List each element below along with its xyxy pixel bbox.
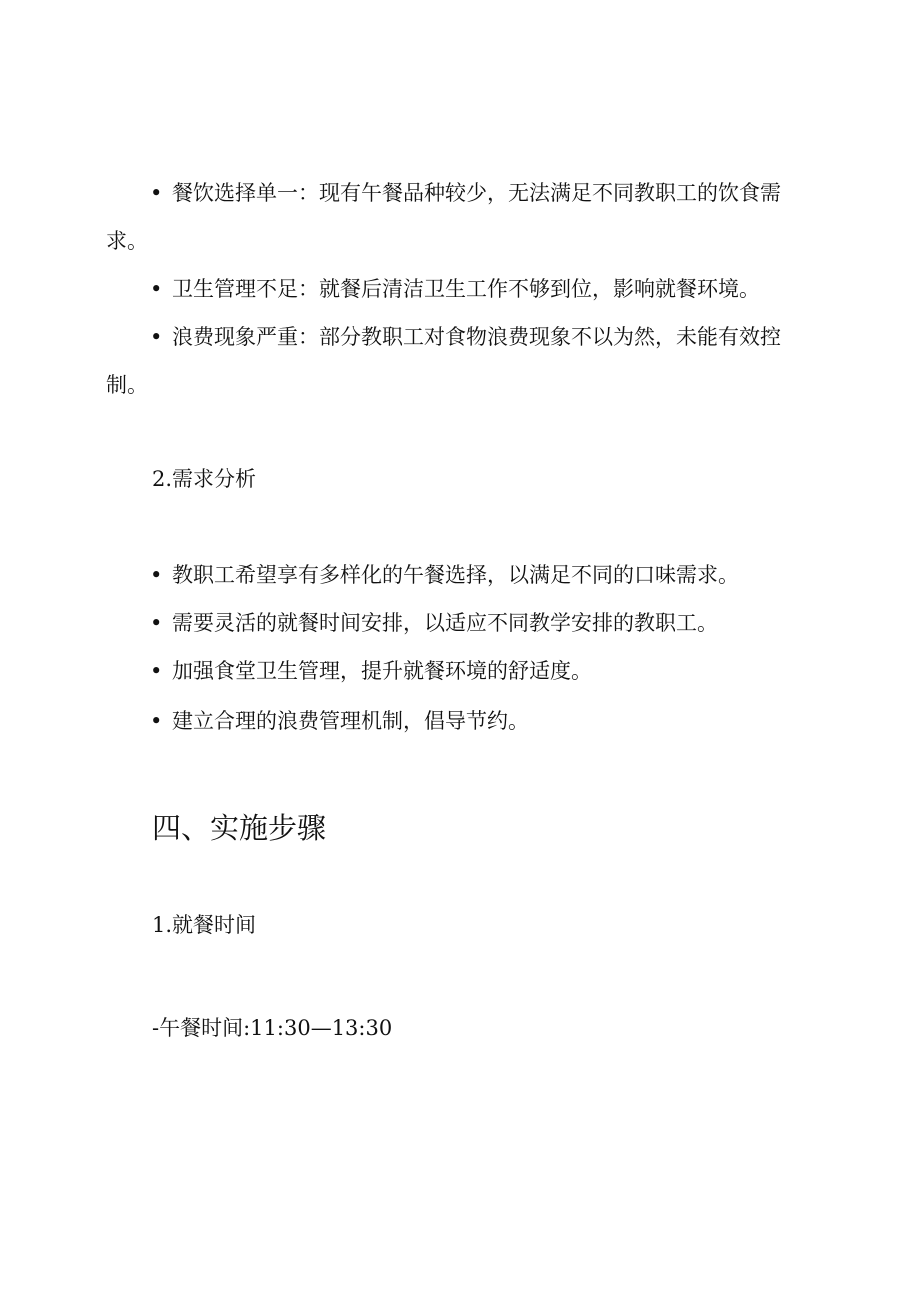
bullet-icon: • (150, 611, 163, 635)
problem-line: • 餐饮选择单一：现有午餐品种较少，无法满足不同教职工的饮食需 (106, 169, 806, 217)
problem-item (106, 169, 806, 265)
lunch-time-text: -午餐时间:11:30—13:30 (152, 1016, 393, 1040)
bullet-icon: • (150, 277, 163, 301)
bullet-icon: • (150, 659, 163, 683)
needs-item: • 加强食堂卫生管理，提升就餐环境的舒适度。 (106, 647, 806, 695)
bullet-icon: • (150, 181, 163, 205)
meal-time-heading: 1.就餐时间 (152, 913, 257, 937)
needs-item: • 教职工希望享有多样化的午餐选择，以满足不同的口味需求。 (106, 551, 806, 599)
needs-item: • 需要灵活的就餐时间安排，以适应不同教学安排的教职工。 (106, 599, 806, 647)
section-heading: 四、实施步骤 (152, 811, 327, 845)
bullet-icon: • (150, 325, 163, 349)
problem-line: • 卫生管理不足：就餐后清洁卫生工作不够到位，影响就餐环境。 (106, 265, 806, 313)
bullet-icon: • (150, 709, 163, 733)
problem-line: • 浪费现象严重：部分教职工对食物浪费现象不以为然，未能有效控 (106, 313, 806, 361)
problem-item (106, 313, 806, 409)
problem-line-wrap: 求。 (106, 229, 148, 253)
needs-heading: 2.需求分析 (152, 467, 257, 491)
problem-item (106, 265, 806, 313)
bullet-icon: • (150, 563, 163, 587)
needs-item: • 建立合理的浪费管理机制，倡导节约。 (106, 697, 806, 745)
problem-line-wrap: 制。 (106, 373, 148, 397)
